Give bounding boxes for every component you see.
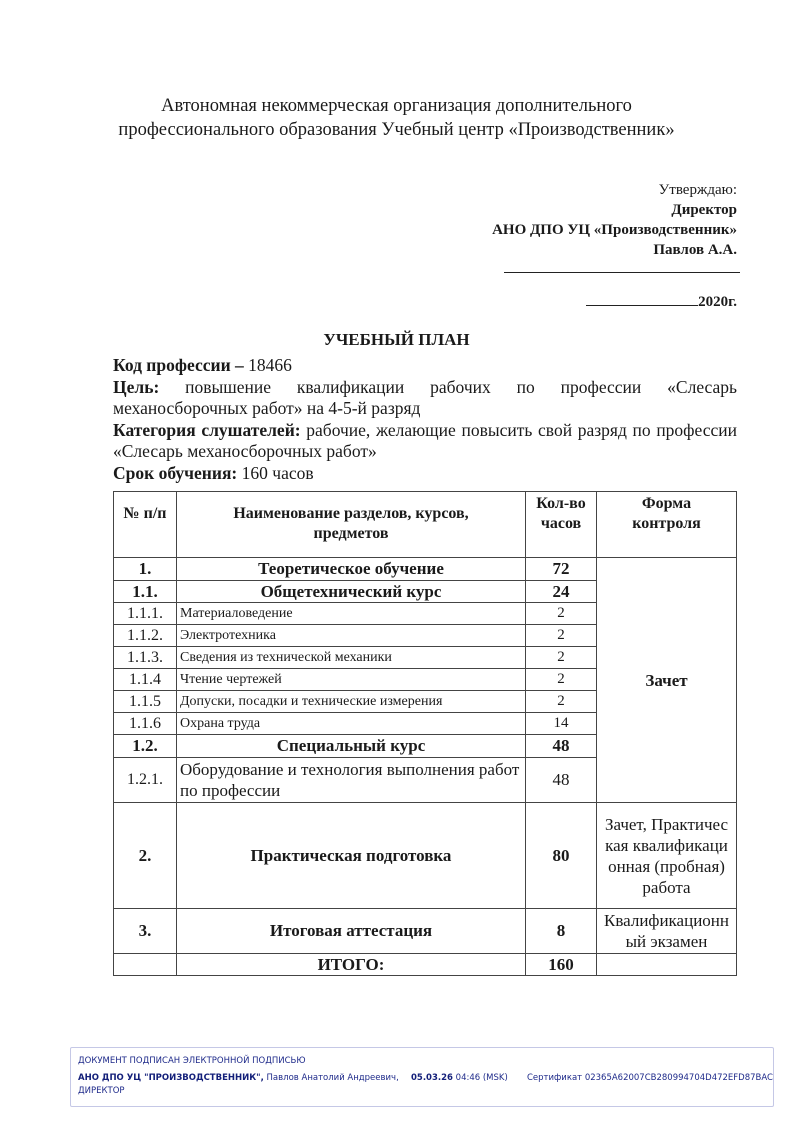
- approval-year: 2020г.: [698, 294, 737, 310]
- profession-code: [113, 355, 737, 377]
- row-num: 1.1.1.: [114, 603, 177, 625]
- page-title: УЧЕБНЫЙ ПЛАН: [323, 330, 470, 349]
- row-num: 1.1.4: [114, 669, 177, 691]
- row-name: Специальный курс: [177, 735, 526, 758]
- category-label: Категория слушателей:: [113, 419, 301, 440]
- signature-line: [504, 254, 740, 273]
- row-num: 1.2.1.: [114, 758, 177, 803]
- total-num-empty: [114, 954, 177, 976]
- approve-label: Утверждаю:: [658, 182, 737, 198]
- approval-block: [492, 180, 737, 260]
- row-name: Охрана труда: [177, 713, 526, 735]
- row-num: 1.: [114, 558, 177, 581]
- duration-label: Срок обучения:: [113, 462, 238, 483]
- row-hours: 2: [526, 647, 597, 669]
- row-num: 3.: [114, 909, 177, 954]
- plan-meta: [113, 355, 737, 484]
- goal: [113, 377, 737, 420]
- date-blank-line: [586, 291, 698, 306]
- row-hours: 2: [526, 691, 597, 713]
- total-control-empty: [597, 954, 737, 976]
- row-hours: 48: [526, 735, 597, 758]
- row-name: Практическая подготовка: [177, 803, 526, 909]
- organization-header: [0, 94, 793, 142]
- theory-control-form: Зачет: [597, 558, 737, 803]
- header-hours: Кол-во часов: [526, 492, 597, 558]
- row-name: Сведения из технической механики: [177, 647, 526, 669]
- row-num: 2.: [114, 803, 177, 909]
- electronic-signature-stamp: [70, 1047, 774, 1107]
- header-control: Форма контроля: [597, 492, 737, 558]
- row-hours: 2: [526, 603, 597, 625]
- total-hours: 160: [526, 954, 597, 976]
- row-hours: 14: [526, 713, 597, 735]
- row-num: 1.1.2.: [114, 625, 177, 647]
- table-row: [114, 909, 737, 954]
- row-name: Чтение чертежей: [177, 669, 526, 691]
- row-name: Оборудование и технология выполнения работ по профессии: [177, 758, 526, 803]
- approval-date: [586, 291, 737, 312]
- table-row: [114, 803, 737, 909]
- row-name: Общетехнический курс: [177, 581, 526, 603]
- approver-name: Павлов А.А.: [653, 242, 737, 258]
- row-hours: 2: [526, 625, 597, 647]
- row-name: Материаловедение: [177, 603, 526, 625]
- signature-signer-name: Павлов Анатолий Андреевич,: [263, 1073, 399, 1083]
- curriculum-table: [113, 491, 737, 976]
- row-hours: 8: [526, 909, 597, 954]
- code-label: Код профессии –: [113, 355, 244, 375]
- table-total-row: [114, 954, 737, 976]
- row-num: 1.2.: [114, 735, 177, 758]
- goal-label: Цель:: [113, 376, 160, 397]
- signature-certificate: Сертификат 02365A62007CB280994704D472EFD87BAC: [527, 1073, 773, 1083]
- org-line-1: Автономная некоммерческая организация дополнительного: [161, 96, 632, 116]
- row-hours: 80: [526, 803, 597, 909]
- header-name: Наименование разделов, курсов, предметов: [177, 492, 526, 558]
- row-name: Электротехника: [177, 625, 526, 647]
- row-name: Итоговая аттестация: [177, 909, 526, 954]
- duration: [113, 463, 737, 485]
- row-hours: 72: [526, 558, 597, 581]
- table-row: [114, 558, 737, 581]
- row-num: 1.1.5: [114, 691, 177, 713]
- category: [113, 420, 737, 463]
- goal-value: повышение квалификации рабочих по профессии «Слесарь механосборочных работ» на 4-5-й разряд: [113, 376, 737, 418]
- signature-title: ДОКУМЕНТ ПОДПИСАН ЭЛЕКТРОННОЙ ПОДПИСЬЮ: [78, 1056, 306, 1066]
- signature-time: 04:46 (MSK): [452, 1073, 508, 1083]
- row-num: 1.1.6: [114, 713, 177, 735]
- code-value: 18466: [243, 355, 292, 375]
- signature-datetime: [411, 1073, 508, 1083]
- row-num: 1.1.: [114, 581, 177, 603]
- row-num: 1.1.3.: [114, 647, 177, 669]
- duration-value: 160 часов: [237, 462, 314, 483]
- row-hours: 48: [526, 758, 597, 803]
- row-control-form: Зачет, Практическая квалификационная (пробная) работа: [597, 803, 737, 909]
- row-hours: 2: [526, 669, 597, 691]
- row-name: Допуски, посадки и технические измерения: [177, 691, 526, 713]
- table-header-row: [114, 492, 737, 558]
- signature-date: 05.03.26: [411, 1073, 453, 1083]
- total-label: ИТОГО:: [177, 954, 526, 976]
- category-value: рабочие, желающие повысить свой разряд по профессии «Слесарь механосборочных работ»: [113, 419, 737, 461]
- approver-organization: АНО ДПО УЦ «Производственник»: [492, 222, 737, 238]
- signature-position: ДИРЕКТОР: [78, 1086, 125, 1096]
- org-line-2: профессионального образования Учебный центр «Производственник»: [118, 120, 675, 140]
- approver-position: Директор: [671, 202, 737, 218]
- row-name: Теоретическое обучение: [177, 558, 526, 581]
- signature-signer: [78, 1073, 399, 1083]
- header-num: № п/п: [114, 492, 177, 558]
- signature-org: АНО ДПО УЦ "ПРОИЗВОДСТВЕННИК",: [78, 1073, 264, 1083]
- row-control-form: Квалификационный экзамен: [597, 909, 737, 954]
- row-hours: 24: [526, 581, 597, 603]
